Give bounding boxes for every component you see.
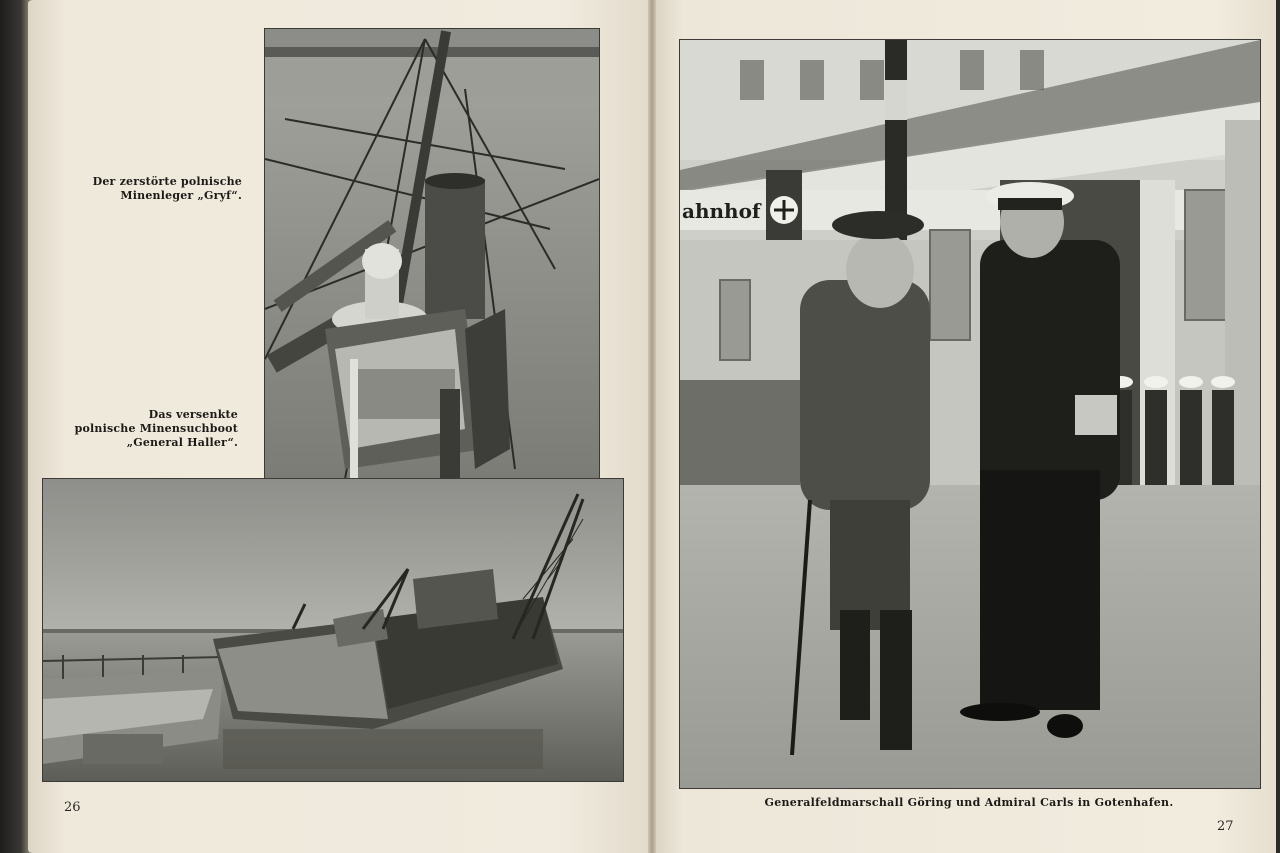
caption-haller <box>60 408 238 450</box>
caption-haller-line2: polnische Minensuchboot <box>74 422 238 435</box>
station-sign-text: ahnhof <box>682 199 761 223</box>
book-edge <box>0 0 30 853</box>
page-number-left: 26 <box>64 800 81 815</box>
book-gutter <box>648 0 656 853</box>
caption-haller-line1: Das versenkte <box>148 408 238 421</box>
caption-gryf-line2: Minenleger „Gryf“. <box>120 189 242 202</box>
photo-general-haller-wreck <box>42 478 624 782</box>
caption-gryf <box>80 175 242 203</box>
photo-gryf-image <box>265 29 599 479</box>
photo-gryf-wreck <box>264 28 600 480</box>
photo-officers-image <box>680 40 1260 788</box>
page-number-right: 27 <box>1217 819 1234 834</box>
caption-goering-carls: Generalfeldmarschall Göring und Admiral Carls in Gotenhafen. <box>764 796 1174 809</box>
photo-goering-carls <box>679 39 1261 789</box>
photo-haller-image <box>43 479 623 781</box>
caption-gryf-line1: Der zerstörte polnische <box>92 175 242 188</box>
caption-haller-line3: „General Haller“. <box>126 436 238 449</box>
